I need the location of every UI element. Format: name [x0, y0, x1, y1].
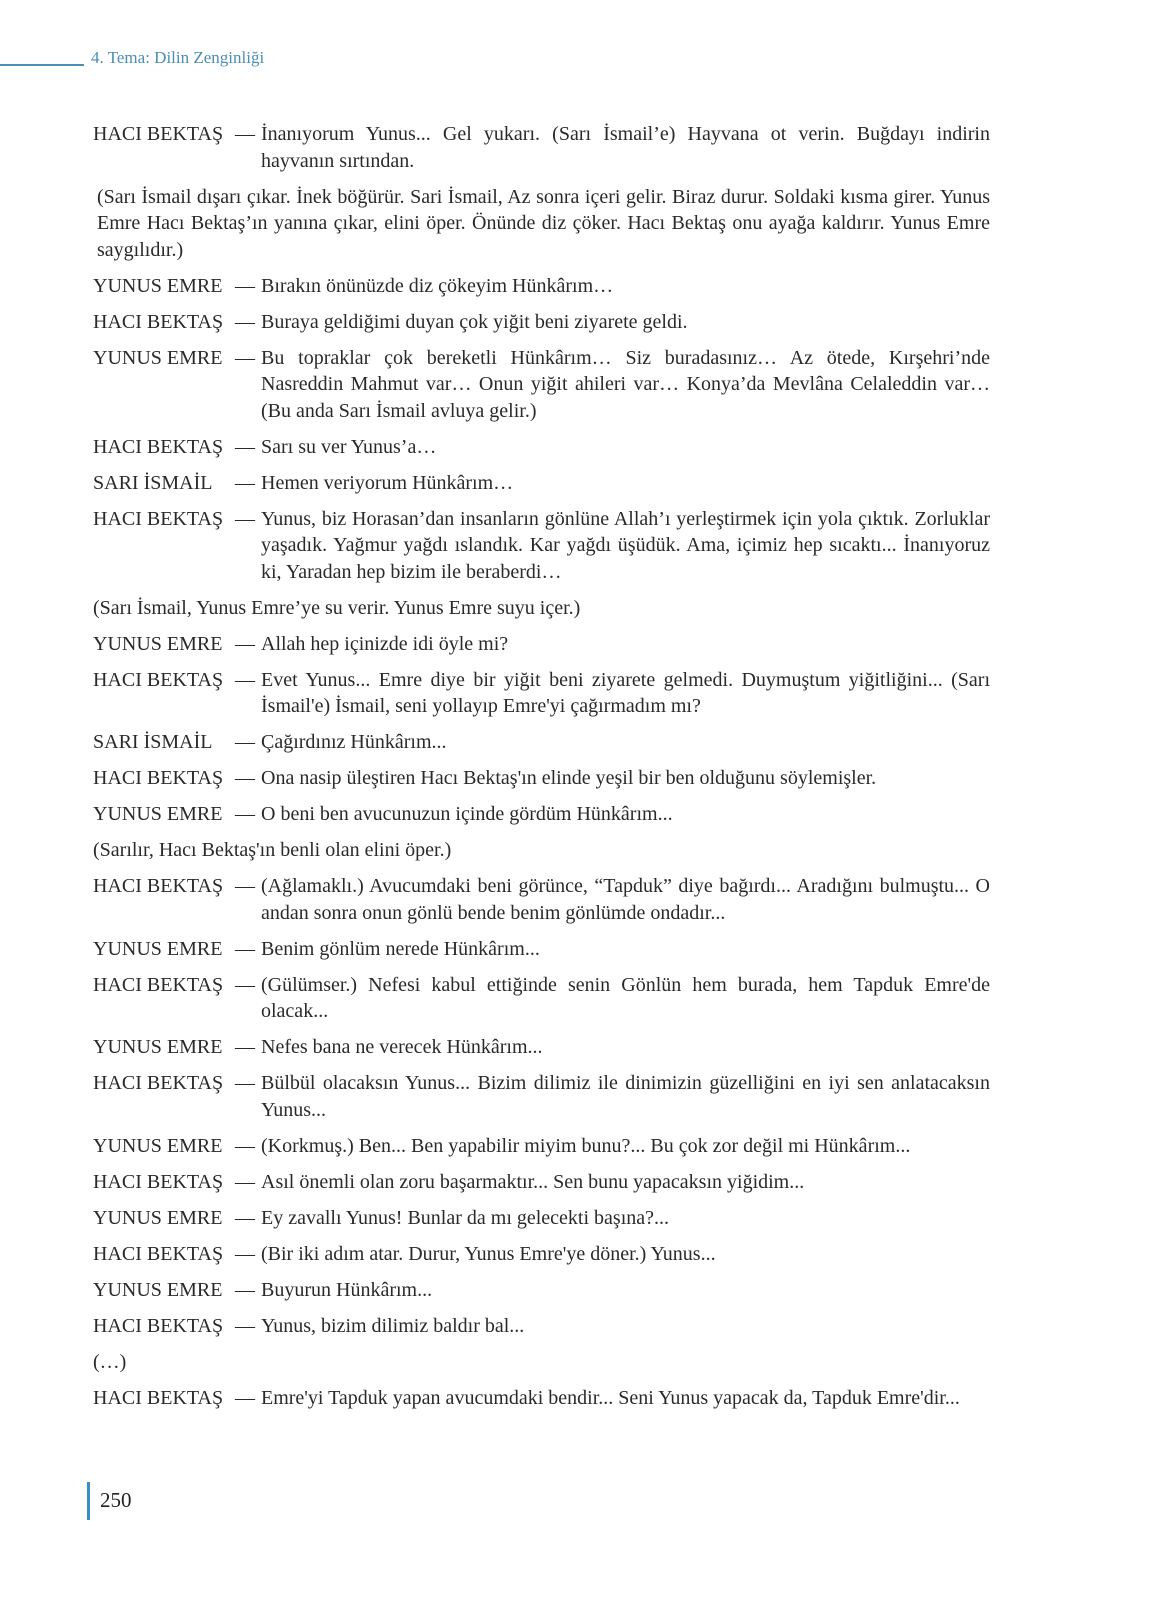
dialogue-text: Benim gönlüm nerede Hünkârım...	[261, 937, 540, 960]
speaker-name: HACI BEKTAŞ	[93, 1170, 224, 1193]
speaker-name: YUNUS EMRE	[93, 1134, 223, 1157]
play-dialogue	[93, 121, 990, 1421]
dialogue-line	[93, 1133, 990, 1160]
dialogue-line	[93, 729, 990, 756]
header-rule	[0, 64, 84, 66]
dialogue-text: Bırakın önünüzde diz çökeyim Hünkârım…	[261, 274, 614, 297]
dialogue-dash: —	[235, 803, 255, 825]
dialogue-dash: —	[235, 731, 255, 753]
dialogue-line	[93, 121, 990, 174]
chapter-title: 4. Tema: Dilin Zenginliği	[91, 48, 265, 67]
speaker-name: HACI BEKTAŞ	[93, 1314, 224, 1337]
dialogue-line	[93, 667, 990, 720]
dialogue-dash: —	[235, 668, 255, 691]
dialogue-dash: —	[235, 1206, 255, 1229]
dialogue-text: İnanıyorum Yunus... Gel yukarı. (Sarı İsmail’e) Hayvana ot verin. Buğdayı indirin hayvanın sırtından.	[261, 123, 990, 172]
speaker-name: HACI BEKTAŞ	[93, 875, 224, 897]
speaker-name: HACI BEKTAŞ	[93, 310, 224, 333]
dialogue-dash: —	[235, 1170, 255, 1193]
dialogue-text: (Korkmuş.) Ben... Ben yapabilir miyim bunu?... Bu çok zor değil mi Hünkârım...	[261, 1134, 911, 1157]
dialogue-text: Buyurun Hünkârım...	[261, 1278, 433, 1301]
dialogue-line	[93, 801, 990, 828]
dialogue-text: (Bir iki adım atar. Durur, Yunus Emre'ye döner.) Yunus...	[261, 1242, 716, 1265]
dialogue-text: Sarı su ver Yunus’a…	[261, 435, 437, 458]
dialogue-dash: —	[235, 1242, 255, 1265]
stage-direction: (Sarılır, Hacı Bektaş'ın benli olan elini öper.)	[93, 839, 452, 861]
speaker-name: YUNUS EMRE	[93, 1206, 223, 1229]
dialogue-text: Asıl önemli olan zoru başarmaktır... Sen bunu yapacaksın yiğidim...	[261, 1170, 805, 1193]
dialogue-dash: —	[235, 435, 255, 458]
dialogue-text: Nefes bana ne verecek Hünkârım...	[261, 1036, 543, 1058]
stage-direction: (Sarı İsmail dışarı çıkar. İnek böğürür. Sari İsmail, Az sonra içeri gelir. Biraz durur. Soldaki kısma girer. Yunus Emre Hacı Bektaş’ın yanına çıkar, elini öper. Önünde diz çöker. Hacı Bektaş onu ayağa kaldırır. Yunus Emre saygılıdır.)	[97, 185, 990, 261]
dialogue-line	[93, 1169, 990, 1196]
dialogue-line	[93, 1313, 990, 1340]
dialogue-line	[93, 1034, 990, 1061]
page-number: 250	[100, 1488, 132, 1512]
dialogue-dash: —	[235, 1278, 255, 1301]
dialogue-line	[93, 631, 990, 658]
dialogue-text: Ey zavallı Yunus! Bunlar da mı gelecekti başına?...	[261, 1206, 670, 1229]
dialogue-line	[93, 765, 990, 792]
dialogue-line	[93, 1277, 990, 1304]
speaker-name: HACI BEKTAŞ	[93, 1242, 224, 1265]
dialogue-text: (Gülümser.) Nefesi kabul ettiğinde senin Gönlün hem burada, hem Tapduk Emre'de olacak...	[261, 973, 990, 1022]
speaker-name: HACI BEKTAŞ	[93, 767, 224, 789]
dialogue-dash: —	[235, 937, 255, 960]
dialogue-line	[93, 434, 990, 461]
dialogue-line	[93, 345, 990, 425]
dialogue-line	[93, 309, 990, 336]
speaker-name: HACI BEKTAŞ	[93, 435, 224, 458]
speaker-name: YUNUS EMRE	[93, 346, 223, 369]
speaker-name: HACI BEKTAŞ	[93, 123, 224, 145]
stage-direction: (Sarı İsmail, Yunus Emre’ye su verir. Yunus Emre suyu içer.)	[93, 596, 581, 619]
dialogue-dash: —	[235, 767, 255, 789]
dialogue-text: O beni ben avucunuzun içinde gördüm Hünkârım...	[261, 803, 673, 825]
dialogue-dash: —	[235, 274, 255, 297]
speaker-name: HACI BEKTAŞ	[93, 1386, 224, 1409]
speaker-name: YUNUS EMRE	[93, 632, 223, 655]
dialogue-dash: —	[235, 1072, 255, 1094]
speaker-name: HACI BEKTAŞ	[93, 668, 224, 691]
dialogue-line	[93, 273, 990, 300]
dialogue-dash: —	[235, 973, 255, 996]
speaker-name: YUNUS EMRE	[93, 937, 223, 960]
speaker-name: SARI İSMAİL	[93, 731, 213, 753]
dialogue-line	[93, 470, 990, 497]
dialogue-text: Emre'yi Tapduk yapan avucumdaki bendir... Seni Yunus yapacak da, Tapduk Emre'dir...	[261, 1386, 960, 1409]
dialogue-text: Hemen veriyorum Hünkârım…	[261, 471, 514, 494]
dialogue-dash: —	[235, 1036, 255, 1058]
dialogue-text: Evet Yunus... Emre diye bir yiğit beni ziyarete gelmedi. Duymuştum yiğitliğini... (Sarı İsmail'e) İsmail, seni yollayıp Emre'yi çağırmadım mı?	[261, 668, 990, 717]
dialogue-dash: —	[235, 1134, 255, 1157]
stage-direction: (…)	[93, 1350, 127, 1373]
dialogue-line	[93, 1385, 990, 1412]
dialogue-dash: —	[235, 507, 255, 530]
dialogue-text: Ona nasip üleştiren Hacı Bektaş'ın elinde yeşil bir ben olduğunu söylemişler.	[261, 767, 877, 789]
dialogue-text: Çağırdınız Hünkârım...	[261, 731, 447, 753]
dialogue-dash: —	[235, 1314, 255, 1337]
speaker-name: HACI BEKTAŞ	[93, 1072, 224, 1094]
dialogue-dash: —	[235, 310, 255, 333]
dialogue-dash: —	[235, 346, 255, 369]
dialogue-text: Allah hep içinizde idi öyle mi?	[261, 632, 509, 655]
speaker-name: YUNUS EMRE	[93, 274, 223, 297]
dialogue-line	[93, 1241, 990, 1268]
dialogue-dash: —	[235, 632, 255, 655]
dialogue-text: (Ağlamaklı.) Avucumdaki beni görünce, “Tapduk” diye bağırdı... Aradığını bulmuştu... O andan sonra onun gönlü bende benim gönlümde ondadır...	[261, 875, 990, 924]
dialogue-text: Bülbül olacaksın Yunus... Bizim dilimiz ile dinimizin güzelliğini en iyi sen anlatacaksın Yunus...	[261, 1072, 990, 1121]
dialogue-line	[93, 1070, 990, 1123]
speaker-name: YUNUS EMRE	[93, 1036, 223, 1058]
dialogue-dash: —	[235, 471, 255, 494]
dialogue-line	[93, 1205, 990, 1232]
dialogue-line	[93, 972, 990, 1025]
dialogue-text: Bu topraklar çok bereketli Hünkârım… Siz buradasınız… Az ötede, Kırşehri’nde Nasreddin Mahmut var… Onun yiğit ahileri var… Konya’da Mevlâna Celaleddin var… (Bu anda Sarı İsmail avluya gelir.)	[261, 346, 990, 422]
dialogue-dash: —	[235, 123, 255, 145]
dialogue-dash: —	[235, 875, 255, 897]
speaker-name: SARI İSMAİL	[93, 471, 213, 494]
speaker-name: HACI BEKTAŞ	[93, 507, 224, 530]
dialogue-line	[93, 936, 990, 963]
speaker-name: HACI BEKTAŞ	[93, 973, 224, 996]
dialogue-text: Yunus, biz Horasan’dan insanların gönlüne Allah’ı yerleştirmek için yola çıktık. Zorluklar yaşadık. Yağmur yağdı ıslandık. Kar yağdı üşüdük. Ama, içimiz hep sıcaktı... İnanıyoruz ki, Yaradan hep bizim ile beraberdi…	[261, 507, 990, 583]
speaker-name: YUNUS EMRE	[93, 803, 223, 825]
footer-rule	[87, 1482, 90, 1520]
dialogue-text: Buraya geldiğimi duyan çok yiğit beni ziyarete geldi.	[261, 310, 688, 333]
dialogue-line	[93, 873, 990, 926]
speaker-name: YUNUS EMRE	[93, 1278, 223, 1301]
dialogue-text: Yunus, bizim dilimiz baldır bal...	[261, 1314, 525, 1337]
dialogue-line	[93, 506, 990, 586]
dialogue-dash: —	[235, 1386, 255, 1409]
